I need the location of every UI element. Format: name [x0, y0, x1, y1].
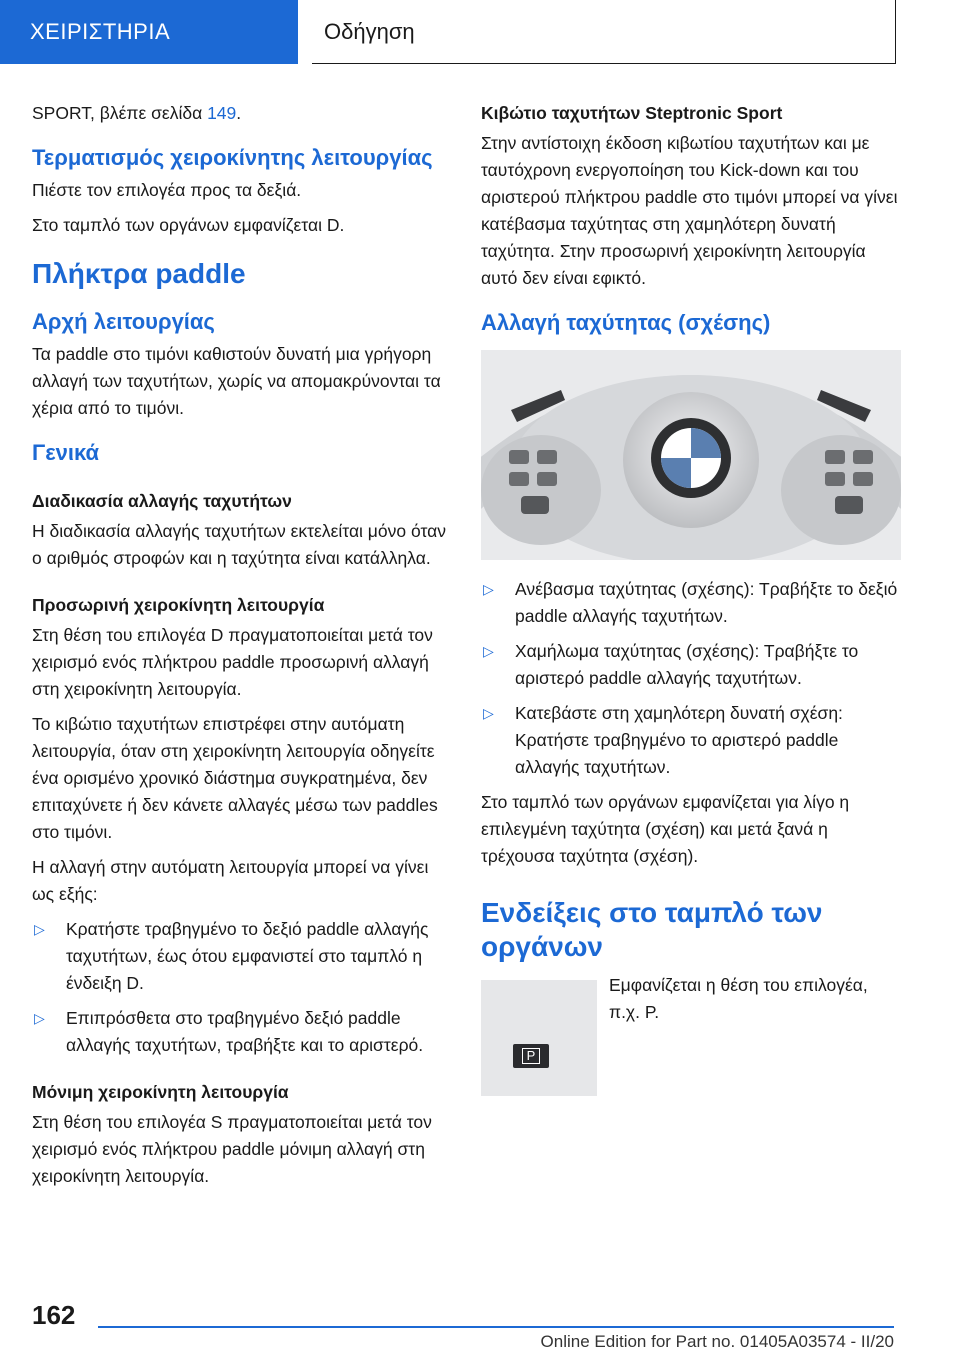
- intro-paragraph: SPORT, βλέπε σελίδα 149.: [32, 103, 242, 123]
- paragraph-display-d: Στο ταμπλό των οργάνων εμφανίζεται D.: [32, 215, 345, 235]
- heading-paddles: Πλήκτρα paddle: [32, 258, 246, 289]
- heading-end-manual: Τερματισμός χειροκίνητης λειτουργίας: [32, 145, 433, 170]
- paragraph-push-selector: Πιέστε τον επιλογέα προς τα δεξιά.: [32, 180, 302, 200]
- page-link[interactable]: 149: [207, 103, 237, 123]
- heading-general: Γενικά: [32, 440, 100, 465]
- heading-principle: Αρχή λειτουργίας: [32, 309, 215, 334]
- paragraph-indicators: Εμφανίζεται η θέση του επιλογέα, π.χ. P.: [609, 975, 868, 1022]
- indicator-row: [481, 972, 905, 1096]
- header-section-title: Οδήγηση: [312, 0, 896, 64]
- steering-wheel-icon: [481, 350, 901, 560]
- list-item: ▷ Χαμήλωμα ταχύτητας (σχέσης): Τραβήξτε το αριστερό paddle αλλαγής ταχυτήτων.: [481, 638, 905, 692]
- triangle-bullet-icon: ▷: [34, 1010, 45, 1026]
- triangle-bullet-icon: ▷: [483, 705, 494, 721]
- list-item: ▷ Επιπρόσθετα στο τραβηγμένο δεξιό paddle αλλαγής ταχυτήτων, τραβήξτε και το αριστερό.: [32, 1005, 452, 1059]
- park-indicator-icon: P: [513, 1044, 549, 1068]
- paragraph-principle: Τα paddle στο τιμόνι καθιστούν δυνατή μια γρήγορη αλλαγή των ταχυτήτων, χωρίς να απομακρύνονται τα χέρια από το τιμόνι.: [32, 344, 441, 418]
- heading-gear-change: Αλλαγή ταχύτητας (σχέσης): [481, 310, 771, 335]
- paragraph-procedure: Η διαδικασία αλλαγής ταχυτήτων εκτελείται μόνο όταν ο αριθμός στροφών και η ταχύτητα είναι κατάλληλα.: [32, 521, 446, 568]
- triangle-bullet-icon: ▷: [483, 643, 494, 659]
- left-column: [32, 100, 452, 1198]
- paragraph-steptronic: Στην αντίστοιχη έκδοση κιβωτίου ταχυτήτων και με ταυτόχρονη ενεργοποίηση του Kick-down και του αριστερού πλήκτρου paddle στο τιμόνι μπορεί να γίνει κατέβασμα ταχύτητας στη χαμηλότερη δυνατή ταχύτητα. Στην προσωρινή χειροκίνητη λειτουργία αυτό δεν είναι εφικτό.: [481, 133, 898, 288]
- list-item: ▷ Κατεβάστε στη χαμηλότερη δυνατή σχέση: Κρατήστε τραβηγμένο το αριστερό paddle αλλαγής ταχυτήτων.: [481, 700, 905, 781]
- heading-steptronic: Κιβώτιο ταχυτήτων Steptronic Sport: [481, 103, 783, 123]
- heading-temporary: Προσωρινή χειροκίνητη λειτουργία: [32, 595, 325, 615]
- bullet-list-auto: [32, 916, 452, 1059]
- heading-procedure: Διαδικασία αλλαγής ταχυτήτων: [32, 491, 292, 511]
- paragraph-return-auto: Το κιβώτιο ταχυτήτων επιστρέφει στην αυτόματη λειτουργία, όταν στη χειροκίνητη λειτουργία οδηγείτε ένα ορισμένο χρονικό διάστημα συγκρατημένα, δεν επιταχύνετε ή δεν κάνετε αλλαγές μέσω των paddles στο τιμόνι.: [32, 714, 438, 842]
- bullet-list-shift: [481, 576, 905, 781]
- page-number: 162: [32, 1300, 76, 1330]
- list-item: ▷ Ανέβασμα ταχύτητας (σχέσης): Τραβήξτε το δεξιό paddle αλλαγής ταχυτήτων.: [481, 576, 905, 630]
- paragraph-display-gear: Στο ταμπλό των οργάνων εμφανίζεται για λίγο η επιλεγμένη ταχύτητα (σχέση) και μετά ξανά η τρέχουσα ταχύτητα (σχέση).: [481, 792, 850, 866]
- triangle-bullet-icon: ▷: [483, 581, 494, 597]
- triangle-bullet-icon: ▷: [34, 921, 45, 937]
- right-column: [481, 100, 905, 1096]
- heading-indicators: Ενδείξεις στο ταμπλό των οργάνων: [481, 897, 823, 962]
- footer-divider: [98, 1326, 894, 1328]
- heading-permanent: Μόνιμη χειροκίνητη λειτουργία: [32, 1082, 289, 1102]
- paragraph-permanent: Στη θέση του επιλογέα S πραγματοποιείται μετά τον χειρισμό ενός πλήκτρου paddle μόνιμη αλλαγή στη χειροκίνητη λειτουργία.: [32, 1112, 432, 1186]
- header-chapter-tab: ΧΕΙΡΙΣΤΗΡΙΑ: [0, 0, 298, 64]
- instrument-display-figure: [481, 980, 597, 1096]
- list-item: ▷ Κρατήστε τραβηγμένο το δεξιό paddle αλλαγής ταχυτήτων, έως ότου εμφανιστεί στο ταμπλό η ένδειξη D.: [32, 916, 452, 997]
- paragraph-temporary: Στη θέση του επιλογέα D πραγματοποιείται μετά τον χειρισμό ενός πλήκτρου paddle προσωρινή αλλαγή στη χειροκίνητη λειτουργία.: [32, 625, 433, 699]
- paragraph-switch-auto: Η αλλαγή στην αυτόματη λειτουργία μπορεί να γίνει ως εξής:: [32, 857, 429, 904]
- footer-edition: Online Edition for Part no. 01405A03574 - II/20: [540, 1332, 894, 1351]
- steering-wheel-figure: [481, 350, 901, 560]
